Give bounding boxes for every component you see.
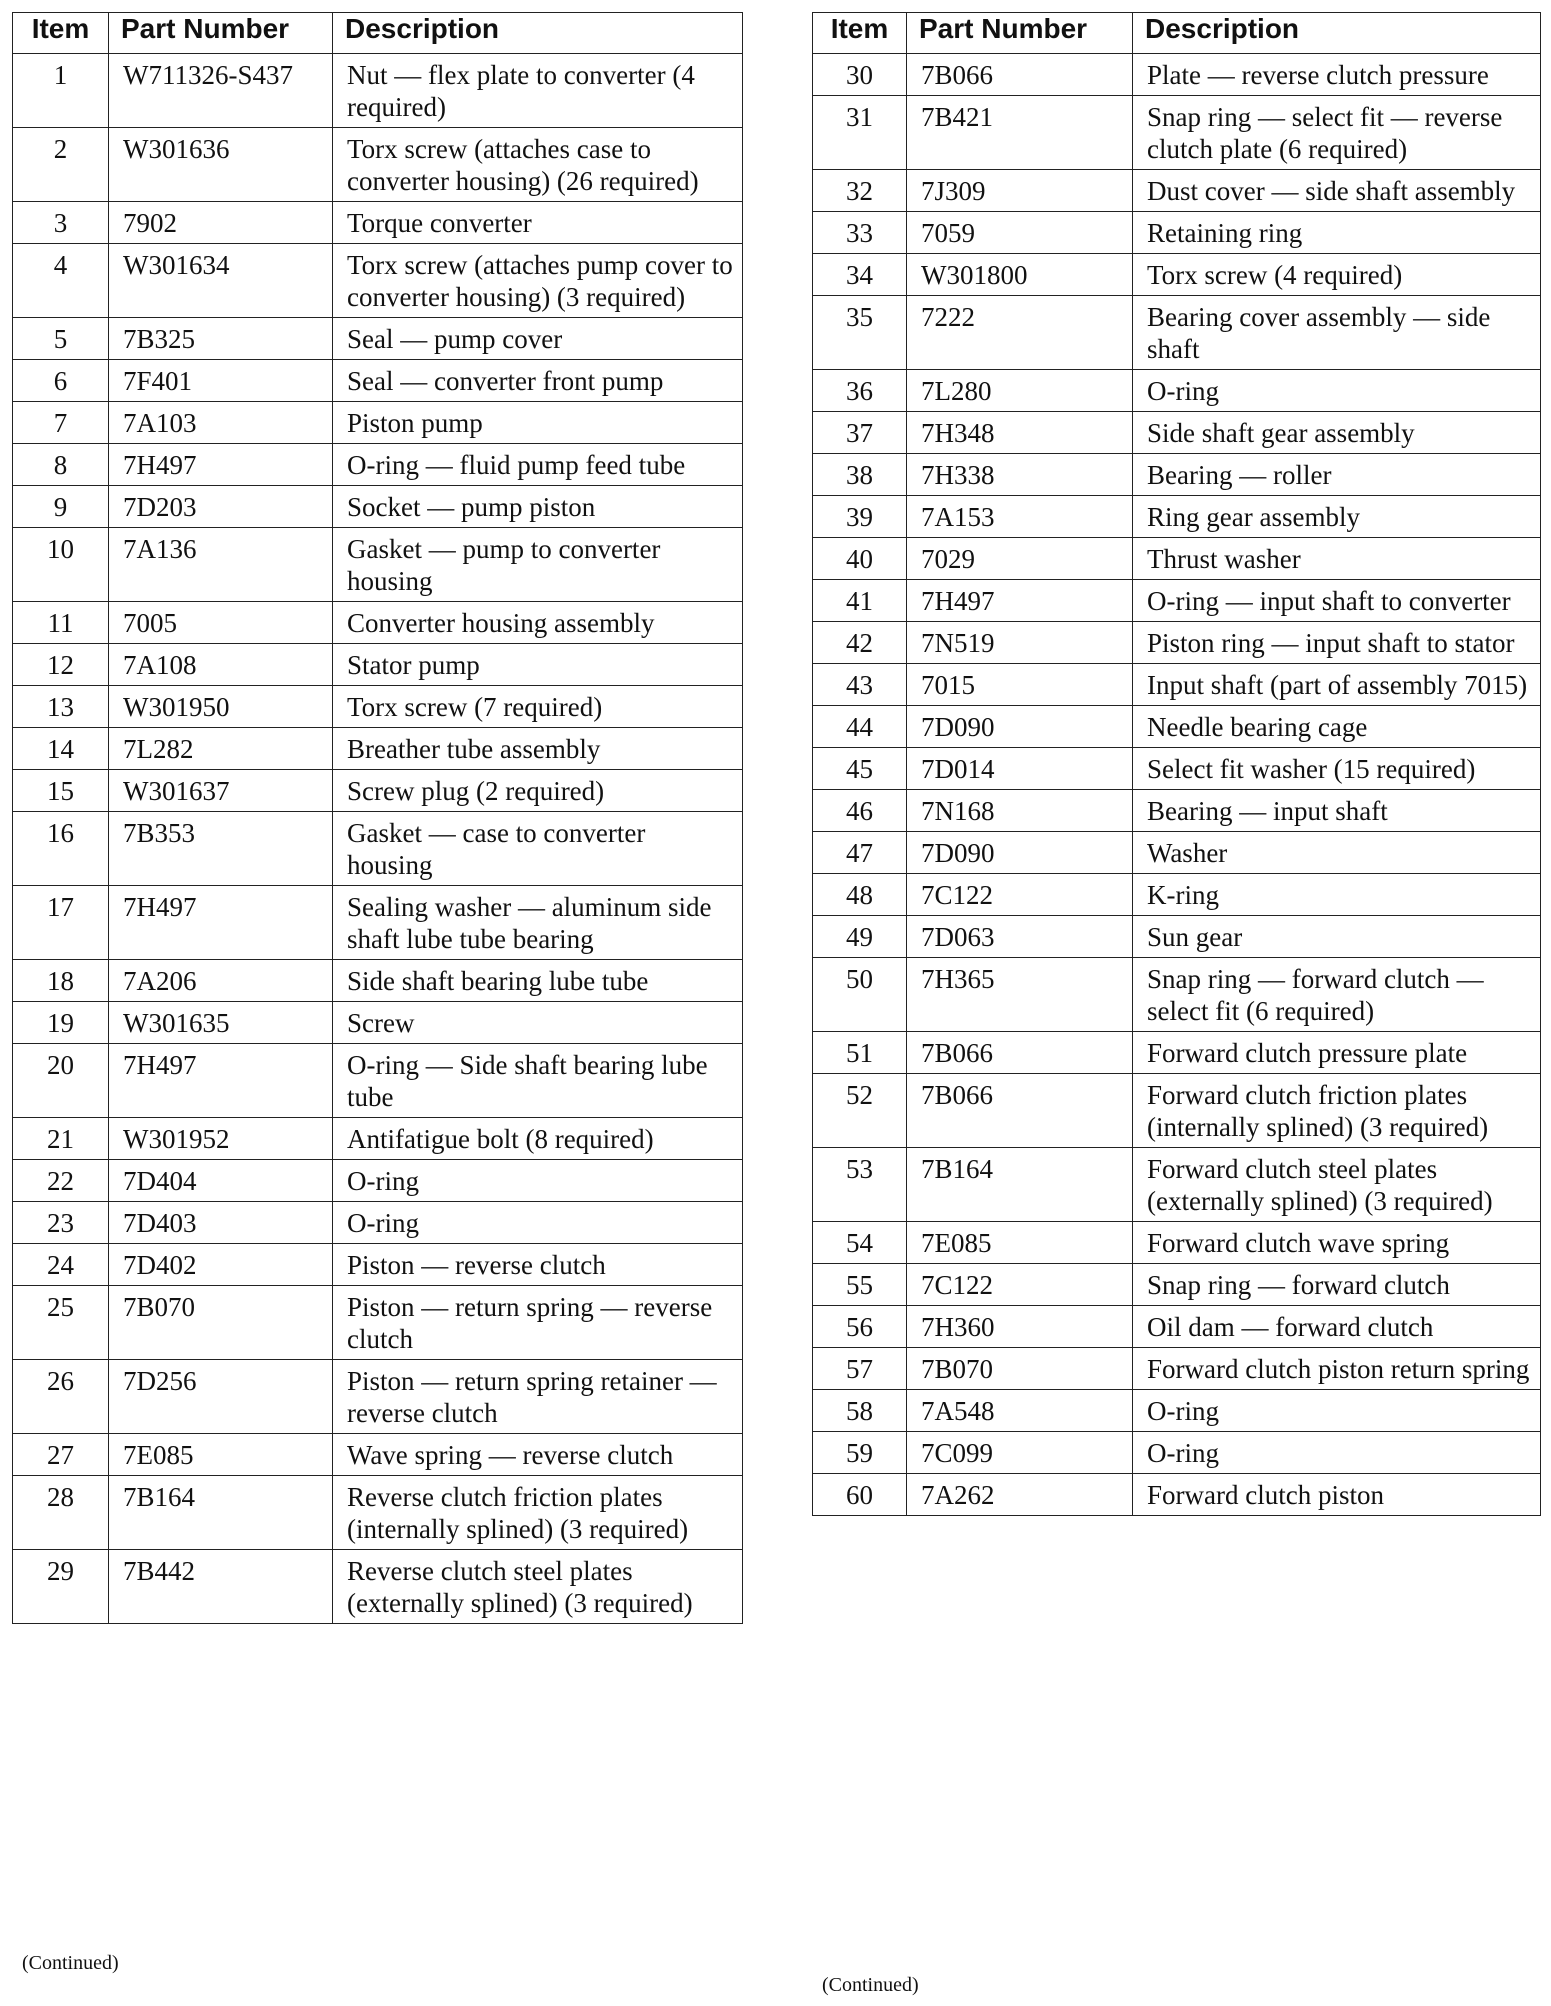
- part-number: 7H365: [907, 958, 1133, 1032]
- part-number: W301635: [109, 1002, 333, 1044]
- part-number: 7B070: [907, 1348, 1133, 1390]
- part-description: Side shaft gear assembly: [1133, 412, 1541, 454]
- item-number: 11: [13, 602, 109, 644]
- item-number: 7: [13, 402, 109, 444]
- part-description: Wave spring — reverse clutch: [333, 1434, 743, 1476]
- part-number: 7D403: [109, 1202, 333, 1244]
- item-number: 28: [13, 1476, 109, 1550]
- table-row: [813, 664, 1541, 706]
- item-column-header: Item: [13, 13, 109, 54]
- part-number: 7B353: [109, 812, 333, 886]
- item-number: 60: [813, 1474, 907, 1516]
- part-number: 7B066: [907, 1032, 1133, 1074]
- part-number: W301634: [109, 244, 333, 318]
- part-description: Forward clutch friction plates (internally splined) (3 required): [1133, 1074, 1541, 1148]
- item-number: 4: [13, 244, 109, 318]
- part-number: 7H497: [907, 580, 1133, 622]
- item-number: 3: [13, 202, 109, 244]
- part-number: 7J309: [907, 170, 1133, 212]
- part-number: 7H348: [907, 412, 1133, 454]
- item-number: 47: [813, 832, 907, 874]
- item-number: 2: [13, 128, 109, 202]
- part-description: Torx screw (7 required): [333, 686, 743, 728]
- item-number: 51: [813, 1032, 907, 1074]
- table-row: [13, 360, 743, 402]
- item-number: 22: [13, 1160, 109, 1202]
- table-row: [813, 1474, 1541, 1516]
- part-description: Bearing — roller: [1133, 454, 1541, 496]
- part-description: Forward clutch wave spring: [1133, 1222, 1541, 1264]
- item-number: 29: [13, 1550, 109, 1624]
- part-number: 7D014: [907, 748, 1133, 790]
- parts-table-left: [12, 12, 743, 1624]
- part-number: 7A103: [109, 402, 333, 444]
- item-number: 26: [13, 1360, 109, 1434]
- part-number: W301637: [109, 770, 333, 812]
- part-number: 7B325: [109, 318, 333, 360]
- table-row: [13, 244, 743, 318]
- table-row: [813, 622, 1541, 664]
- table-row: [13, 1476, 743, 1550]
- part-description: O-ring: [1133, 1432, 1541, 1474]
- part-number: 7H360: [907, 1306, 1133, 1348]
- part-number: 7E085: [109, 1434, 333, 1476]
- item-number: 46: [813, 790, 907, 832]
- part-description: Dust cover — side shaft assembly: [1133, 170, 1541, 212]
- part-description: Nut — flex plate to converter (4 required): [333, 54, 743, 128]
- item-number: 5: [13, 318, 109, 360]
- table-row: [813, 496, 1541, 538]
- part-description: O-ring: [1133, 1390, 1541, 1432]
- part-description: Forward clutch piston: [1133, 1474, 1541, 1516]
- part-number-column-header: Part Number: [907, 13, 1133, 54]
- table-row: [13, 202, 743, 244]
- part-number: W301950: [109, 686, 333, 728]
- table-row: [813, 212, 1541, 254]
- part-description: O-ring: [1133, 370, 1541, 412]
- item-number: 19: [13, 1002, 109, 1044]
- item-number: 33: [813, 212, 907, 254]
- item-number: 10: [13, 528, 109, 602]
- table-row: [13, 960, 743, 1002]
- table-row: [13, 812, 743, 886]
- part-description: Plate — reverse clutch pressure: [1133, 54, 1541, 96]
- part-description: Forward clutch pressure plate: [1133, 1032, 1541, 1074]
- item-number: 18: [13, 960, 109, 1002]
- part-description: Screw plug (2 required): [333, 770, 743, 812]
- item-number: 59: [813, 1432, 907, 1474]
- table-row: [13, 128, 743, 202]
- item-number: 12: [13, 644, 109, 686]
- table-row: [813, 1390, 1541, 1432]
- table-row: [13, 1160, 743, 1202]
- part-description: Piston — return spring — reverse clutch: [333, 1286, 743, 1360]
- part-description: Bearing cover assembly — side shaft: [1133, 296, 1541, 370]
- item-number: 50: [813, 958, 907, 1032]
- part-number: 7A206: [109, 960, 333, 1002]
- table-row: [813, 96, 1541, 170]
- table-row: [813, 370, 1541, 412]
- part-number: 7222: [907, 296, 1133, 370]
- part-number: 7005: [109, 602, 333, 644]
- item-number: 35: [813, 296, 907, 370]
- part-description: O-ring — fluid pump feed tube: [333, 444, 743, 486]
- item-number: 42: [813, 622, 907, 664]
- table-row: [813, 790, 1541, 832]
- table-row: [813, 54, 1541, 96]
- part-number: 7D063: [907, 916, 1133, 958]
- part-number: 7F401: [109, 360, 333, 402]
- item-number: 8: [13, 444, 109, 486]
- table-row: [13, 318, 743, 360]
- part-description: Screw: [333, 1002, 743, 1044]
- description-column-header: Description: [333, 13, 743, 54]
- part-number: 7D203: [109, 486, 333, 528]
- part-number: 7B164: [109, 1476, 333, 1550]
- part-description: Gasket — case to converter housing: [333, 812, 743, 886]
- part-number: 7D256: [109, 1360, 333, 1434]
- table-row: [813, 1222, 1541, 1264]
- continued-note-right: (Continued): [822, 1974, 919, 1996]
- part-number: W301952: [109, 1118, 333, 1160]
- table-row: [813, 1348, 1541, 1390]
- table-row: [13, 728, 743, 770]
- part-description: Bearing — input shaft: [1133, 790, 1541, 832]
- table-row: [13, 1434, 743, 1476]
- part-number: W711326-S437: [109, 54, 333, 128]
- part-number: 7B070: [109, 1286, 333, 1360]
- item-number: 31: [813, 96, 907, 170]
- part-number: 7H497: [109, 444, 333, 486]
- table-row: [813, 1032, 1541, 1074]
- part-description: Torque converter: [333, 202, 743, 244]
- part-description: Breather tube assembly: [333, 728, 743, 770]
- part-number: 7D090: [907, 706, 1133, 748]
- table-row: [813, 748, 1541, 790]
- part-description: K-ring: [1133, 874, 1541, 916]
- part-description: Snap ring — select fit — reverse clutch plate (6 required): [1133, 96, 1541, 170]
- part-description: Ring gear assembly: [1133, 496, 1541, 538]
- table-row: [813, 1264, 1541, 1306]
- part-number: 7D404: [109, 1160, 333, 1202]
- item-number: 24: [13, 1244, 109, 1286]
- part-description: Gasket — pump to converter housing: [333, 528, 743, 602]
- part-description: Sun gear: [1133, 916, 1541, 958]
- part-number-column-header: Part Number: [109, 13, 333, 54]
- item-number: 9: [13, 486, 109, 528]
- part-description: Side shaft bearing lube tube: [333, 960, 743, 1002]
- table-row: [13, 528, 743, 602]
- table-row: [813, 580, 1541, 622]
- item-number: 23: [13, 1202, 109, 1244]
- table-row: [813, 296, 1541, 370]
- part-number: 7015: [907, 664, 1133, 706]
- part-number: 7A153: [907, 496, 1133, 538]
- part-number: 7H338: [907, 454, 1133, 496]
- table-header-row: [13, 13, 743, 54]
- item-number: 13: [13, 686, 109, 728]
- part-description: Piston pump: [333, 402, 743, 444]
- table-row: [813, 958, 1541, 1032]
- table-row: [13, 1286, 743, 1360]
- item-number: 52: [813, 1074, 907, 1148]
- item-number: 20: [13, 1044, 109, 1118]
- part-description: Forward clutch piston return spring: [1133, 1348, 1541, 1390]
- part-number: 7N519: [907, 622, 1133, 664]
- part-number: 7H497: [109, 886, 333, 960]
- continued-note-left: (Continued): [22, 1952, 119, 1974]
- table-row: [13, 1550, 743, 1624]
- table-row: [813, 454, 1541, 496]
- item-number: 43: [813, 664, 907, 706]
- part-description: Piston ring — input shaft to stator: [1133, 622, 1541, 664]
- part-description: Needle bearing cage: [1133, 706, 1541, 748]
- part-description: Snap ring — forward clutch — select fit (6 required): [1133, 958, 1541, 1032]
- item-number: 37: [813, 412, 907, 454]
- part-description: Select fit washer (15 required): [1133, 748, 1541, 790]
- part-number: 7A262: [907, 1474, 1133, 1516]
- part-description: O-ring — input shaft to converter: [1133, 580, 1541, 622]
- table-row: [13, 886, 743, 960]
- item-number: 25: [13, 1286, 109, 1360]
- item-number: 15: [13, 770, 109, 812]
- table-row: [13, 644, 743, 686]
- part-description: O-ring — Side shaft bearing lube tube: [333, 1044, 743, 1118]
- part-description: Retaining ring: [1133, 212, 1541, 254]
- table-row: [13, 602, 743, 644]
- item-number: 54: [813, 1222, 907, 1264]
- item-number: 30: [813, 54, 907, 96]
- item-number: 6: [13, 360, 109, 402]
- table-row: [813, 170, 1541, 212]
- part-description: Piston — reverse clutch: [333, 1244, 743, 1286]
- part-description: Reverse clutch steel plates (externally splined) (3 required): [333, 1550, 743, 1624]
- table-row: [813, 1306, 1541, 1348]
- part-number: 7B442: [109, 1550, 333, 1624]
- part-description: Snap ring — forward clutch: [1133, 1264, 1541, 1306]
- table-row: [13, 402, 743, 444]
- part-description: Thrust washer: [1133, 538, 1541, 580]
- part-number: 7A548: [907, 1390, 1133, 1432]
- part-description: Stator pump: [333, 644, 743, 686]
- table-row: [13, 1202, 743, 1244]
- part-description: Piston — return spring retainer — reverse clutch: [333, 1360, 743, 1434]
- item-number: 38: [813, 454, 907, 496]
- part-number: 7902: [109, 202, 333, 244]
- part-number: 7B164: [907, 1148, 1133, 1222]
- part-description: Torx screw (attaches case to converter housing) (26 required): [333, 128, 743, 202]
- part-description: Washer: [1133, 832, 1541, 874]
- part-number: 7N168: [907, 790, 1133, 832]
- table-row: [813, 254, 1541, 296]
- item-number: 58: [813, 1390, 907, 1432]
- part-number: 7L280: [907, 370, 1133, 412]
- item-number: 53: [813, 1148, 907, 1222]
- item-number: 44: [813, 706, 907, 748]
- item-number: 16: [13, 812, 109, 886]
- table-row: [813, 538, 1541, 580]
- table-row: [13, 1002, 743, 1044]
- table-row: [13, 444, 743, 486]
- part-number: W301636: [109, 128, 333, 202]
- table-row: [13, 686, 743, 728]
- part-description: O-ring: [333, 1160, 743, 1202]
- item-number: 14: [13, 728, 109, 770]
- part-description: Torx screw (4 required): [1133, 254, 1541, 296]
- part-description: Converter housing assembly: [333, 602, 743, 644]
- part-description: Sealing washer — aluminum side shaft lube tube bearing: [333, 886, 743, 960]
- part-number: 7D402: [109, 1244, 333, 1286]
- part-description: Forward clutch steel plates (externally splined) (3 required): [1133, 1148, 1541, 1222]
- part-number: 7A136: [109, 528, 333, 602]
- part-number: 7L282: [109, 728, 333, 770]
- item-number: 41: [813, 580, 907, 622]
- table-row: [13, 770, 743, 812]
- item-column-header: Item: [813, 13, 907, 54]
- part-number: W301800: [907, 254, 1133, 296]
- part-description: Reverse clutch friction plates (internally splined) (3 required): [333, 1476, 743, 1550]
- part-description: Seal — converter front pump: [333, 360, 743, 402]
- table-header-row: [813, 13, 1541, 54]
- item-number: 48: [813, 874, 907, 916]
- item-number: 39: [813, 496, 907, 538]
- table-row: [13, 1244, 743, 1286]
- table-row: [813, 706, 1541, 748]
- table-row: [813, 1432, 1541, 1474]
- item-number: 21: [13, 1118, 109, 1160]
- part-number: 7059: [907, 212, 1133, 254]
- table-row: [13, 54, 743, 128]
- item-number: 49: [813, 916, 907, 958]
- part-number: 7B066: [907, 54, 1133, 96]
- item-number: 1: [13, 54, 109, 128]
- part-number: 7C122: [907, 874, 1133, 916]
- item-number: 45: [813, 748, 907, 790]
- item-number: 40: [813, 538, 907, 580]
- item-number: 36: [813, 370, 907, 412]
- part-number: 7029: [907, 538, 1133, 580]
- part-description: Socket — pump piston: [333, 486, 743, 528]
- part-description: Seal — pump cover: [333, 318, 743, 360]
- part-description: Oil dam — forward clutch: [1133, 1306, 1541, 1348]
- part-number: 7C099: [907, 1432, 1133, 1474]
- table-row: [813, 412, 1541, 454]
- item-number: 57: [813, 1348, 907, 1390]
- part-number: 7C122: [907, 1264, 1133, 1306]
- item-number: 56: [813, 1306, 907, 1348]
- part-number: 7E085: [907, 1222, 1133, 1264]
- table-row: [813, 832, 1541, 874]
- table-row: [813, 1074, 1541, 1148]
- item-number: 32: [813, 170, 907, 212]
- table-row: [13, 1044, 743, 1118]
- table-row: [813, 1148, 1541, 1222]
- table-row: [13, 486, 743, 528]
- item-number: 55: [813, 1264, 907, 1306]
- part-number: 7D090: [907, 832, 1133, 874]
- description-column-header: Description: [1133, 13, 1541, 54]
- table-row: [13, 1118, 743, 1160]
- part-description: Input shaft (part of assembly 7015): [1133, 664, 1541, 706]
- part-number: 7B421: [907, 96, 1133, 170]
- item-number: 34: [813, 254, 907, 296]
- part-description: O-ring: [333, 1202, 743, 1244]
- part-number: 7B066: [907, 1074, 1133, 1148]
- table-row: [813, 916, 1541, 958]
- table-row: [13, 1360, 743, 1434]
- part-number: 7H497: [109, 1044, 333, 1118]
- part-description: Torx screw (attaches pump cover to converter housing) (3 required): [333, 244, 743, 318]
- parts-table-right: [812, 12, 1541, 1516]
- part-number: 7A108: [109, 644, 333, 686]
- item-number: 17: [13, 886, 109, 960]
- part-description: Antifatigue bolt (8 required): [333, 1118, 743, 1160]
- item-number: 27: [13, 1434, 109, 1476]
- table-row: [813, 874, 1541, 916]
